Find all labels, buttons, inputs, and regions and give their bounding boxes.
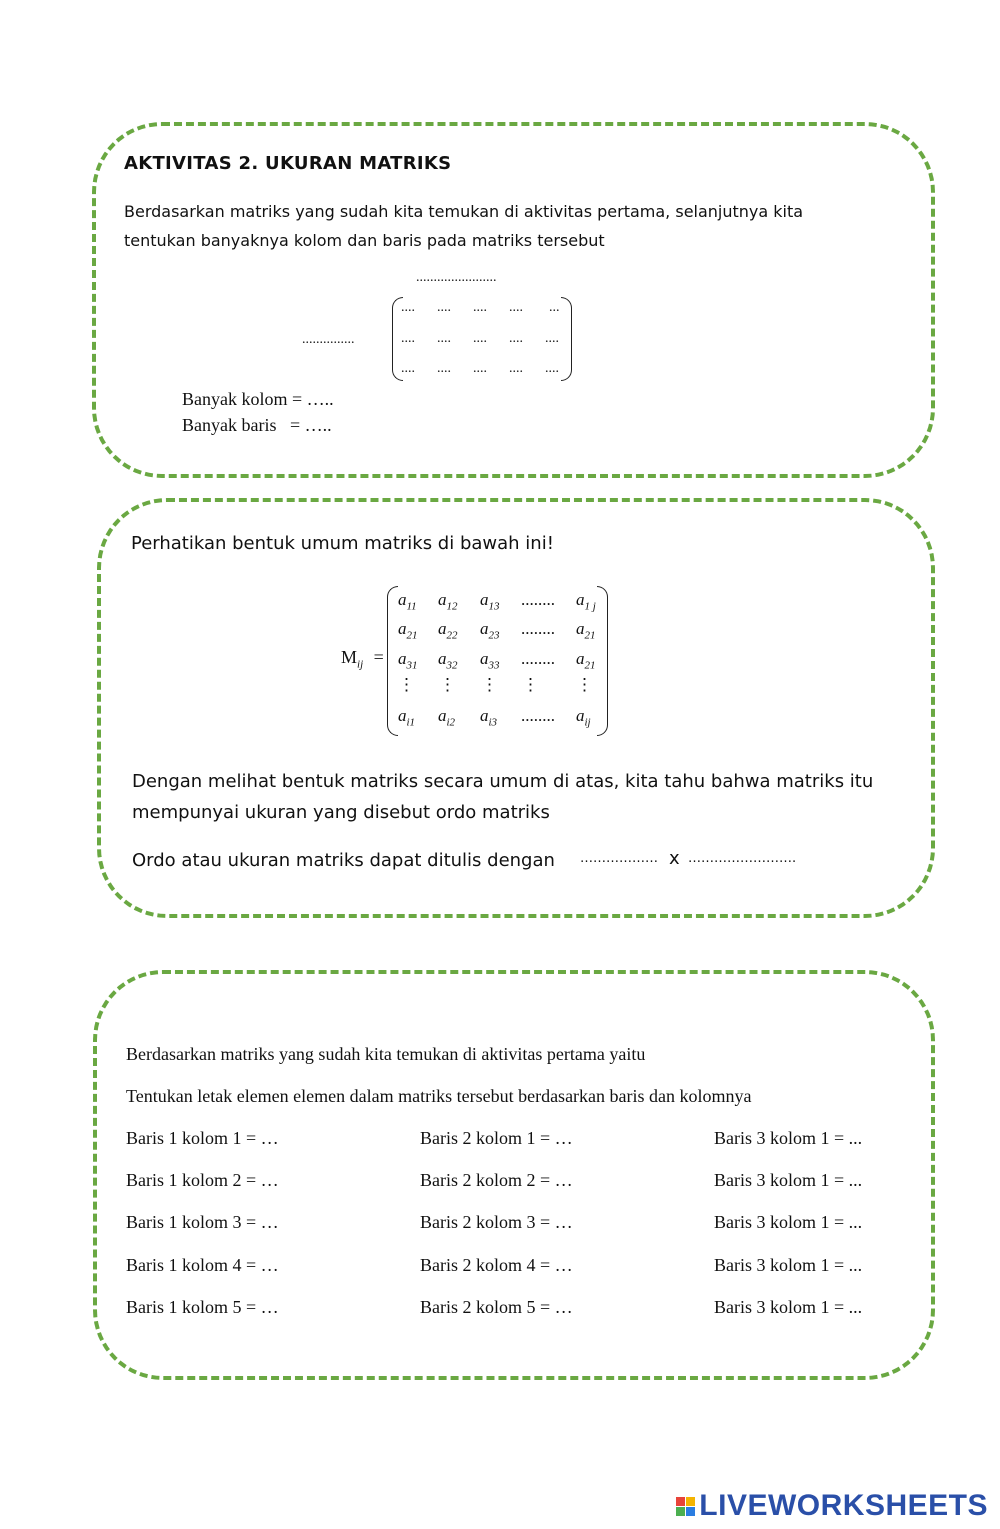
- element-position-item[interactable]: Baris 1 kolom 1 = …: [126, 1128, 279, 1148]
- logo-text: LIVEWORKSHEETS: [699, 1489, 988, 1522]
- column-count-line[interactable]: Banyak kolom = …..: [182, 389, 334, 409]
- intro-line-1: Berdasarkan matriks yang sudah kita temukan di aktivitas pertama, selanjutnya kita: [124, 202, 804, 221]
- matrix-cell-blank[interactable]: ....: [401, 331, 415, 346]
- logo-square-icon: [686, 1497, 695, 1506]
- ordo-description-line-2: mempunyai ukuran yang disebut ordo matriks: [132, 802, 550, 823]
- element-position-item[interactable]: Baris 3 kolom 1 = ...: [714, 1170, 863, 1190]
- matrix-element: $a_{i2}$: [438, 706, 456, 729]
- ordo-times-sign: x: [669, 848, 680, 869]
- element-intro-line-1: Berdasarkan matriks yang sudah kita temukan di aktivitas pertama yaitu: [126, 1044, 646, 1064]
- ordo-rows-blank[interactable]: ………………: [580, 851, 658, 866]
- matrix-element: $a_{12}$: [438, 590, 458, 613]
- matrix-cell-blank[interactable]: ....: [509, 300, 523, 315]
- ordo-statement: Ordo atau ukuran matriks dapat ditulis dengan: [132, 850, 555, 871]
- general-matrix-intro: Perhatikan bentuk umum matriks di bawah ini!: [131, 533, 554, 554]
- element-position-item[interactable]: Baris 1 kolom 3 = …: [126, 1212, 279, 1232]
- intro-line-2: tentukan banyaknya kolom dan baris pada matriks tersebut: [124, 231, 605, 250]
- vertical-ellipsis: ⋮: [439, 675, 456, 694]
- element-position-item[interactable]: Baris 2 kolom 4 = …: [420, 1255, 573, 1275]
- matrix-cell-blank[interactable]: ....: [437, 300, 451, 315]
- element-position-item[interactable]: Baris 3 kolom 1 = ...: [714, 1128, 863, 1148]
- row-count-line[interactable]: Banyak baris = …..: [182, 415, 332, 435]
- element-intro-line-2: Tentukan letak elemen elemen dalam matriks tersebut berdasarkan baris dan kolomnya: [126, 1086, 752, 1106]
- matrix-element: ........: [521, 649, 555, 668]
- element-position-item[interactable]: Baris 1 kolom 2 = …: [126, 1170, 279, 1190]
- matrix-element: $a_{21}$: [398, 619, 418, 642]
- matrix-element: $a_{ij}$: [576, 706, 591, 729]
- matrix-element: $a_{22}$: [438, 619, 458, 642]
- matrix-cell-blank[interactable]: ....: [437, 331, 451, 346]
- matrix-element: $a_{13}$: [480, 590, 500, 613]
- vertical-ellipsis: ⋮: [398, 675, 415, 694]
- matrix-cell-blank[interactable]: ....: [473, 361, 487, 376]
- element-position-item[interactable]: Baris 3 kolom 1 = ...: [714, 1212, 863, 1232]
- element-position-item[interactable]: Baris 1 kolom 5 = …: [126, 1297, 279, 1317]
- element-position-item[interactable]: Baris 2 kolom 5 = …: [420, 1297, 573, 1317]
- element-position-item[interactable]: Baris 1 kolom 4 = …: [126, 1255, 279, 1275]
- matrix-element: ........: [521, 706, 555, 725]
- matrix-element: $a_{21}$: [576, 649, 596, 672]
- logo-mark-icon: [676, 1497, 695, 1516]
- matrix-element: $a_{11}$: [398, 590, 417, 613]
- matrix-column-label-blank[interactable]: .......................: [416, 270, 497, 285]
- logo-square-icon: [676, 1507, 685, 1516]
- matrix-cell-blank[interactable]: ....: [545, 331, 559, 346]
- matrix-cell-blank[interactable]: ...: [549, 300, 560, 315]
- element-position-item[interactable]: Baris 2 kolom 3 = …: [420, 1212, 573, 1232]
- matrix-cell-blank[interactable]: ....: [401, 300, 415, 315]
- matrix-cell-blank[interactable]: ....: [545, 361, 559, 376]
- matrix-element: ........: [521, 590, 555, 609]
- vertical-ellipsis: ⋮: [576, 675, 593, 694]
- element-position-item[interactable]: Baris 3 kolom 1 = ...: [714, 1255, 863, 1275]
- matrix-right-paren: [561, 297, 572, 381]
- matrix-element: $a_{33}$: [480, 649, 500, 672]
- ordo-columns-blank[interactable]: …………………….: [688, 851, 797, 866]
- matrix-element: $a_{23}$: [480, 619, 500, 642]
- matrix-element: $a_{21}$: [576, 619, 596, 642]
- matrix-element: $a_{i3}$: [480, 706, 498, 729]
- matrix-element: $a_{32}$: [438, 649, 458, 672]
- vertical-ellipsis: ⋮: [522, 675, 539, 694]
- matrix-cell-blank[interactable]: ....: [437, 361, 451, 376]
- element-position-item[interactable]: Baris 2 kolom 1 = …: [420, 1128, 573, 1148]
- element-position-item[interactable]: Baris 2 kolom 2 = …: [420, 1170, 573, 1190]
- matrix-cell-blank[interactable]: ....: [401, 361, 415, 376]
- matrix-cell-blank[interactable]: ....: [473, 300, 487, 315]
- matrix-name: $M_{ij}$ =: [341, 647, 384, 671]
- matrix-cell-blank[interactable]: ....: [509, 331, 523, 346]
- matrix-cell-blank[interactable]: ....: [473, 331, 487, 346]
- matrix-element: $a_{31}$: [398, 649, 418, 672]
- general-matrix-right-paren: [597, 586, 608, 736]
- matrix-element: $a_{i1}$: [398, 706, 416, 729]
- general-matrix-left-paren: [387, 586, 398, 736]
- vertical-ellipsis: ⋮: [481, 675, 498, 694]
- ordo-description-line-1: Dengan melihat bentuk matriks secara umum di atas, kita tahu bahwa matriks itu: [132, 771, 874, 792]
- matrix-element: $a_{1 j}$: [576, 590, 596, 613]
- matrix-cell-blank[interactable]: ....: [509, 361, 523, 376]
- liveworksheets-logo: [676, 1489, 988, 1523]
- section-title: AKTIVITAS 2. UKURAN MATRIKS: [124, 153, 452, 174]
- element-position-item[interactable]: Baris 3 kolom 1 = ...: [714, 1297, 863, 1317]
- matrix-row-label-blank[interactable]: ...............: [302, 332, 355, 347]
- logo-square-icon: [676, 1497, 685, 1506]
- logo-square-icon: [686, 1507, 695, 1516]
- matrix-element: ........: [521, 619, 555, 638]
